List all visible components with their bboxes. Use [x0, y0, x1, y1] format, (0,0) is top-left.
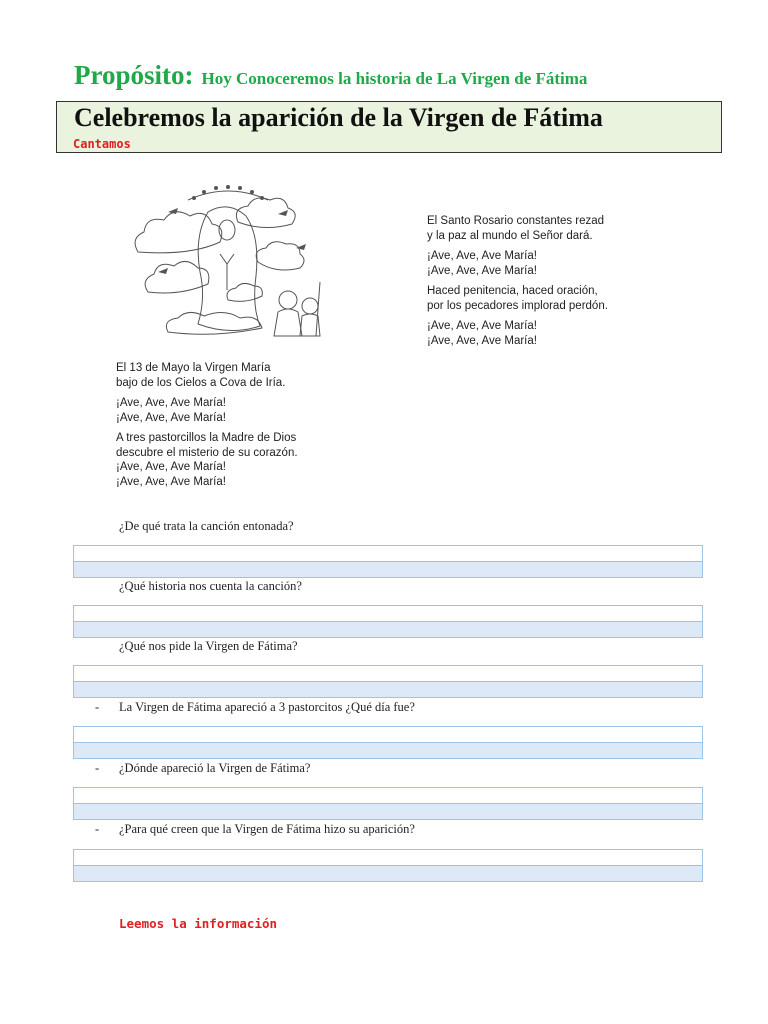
read-information-label: Leemos la información: [119, 916, 278, 931]
lyric-stanza: El 13 de Mayo la Virgen María bajo de los Cielos a Cova de Iría.: [116, 362, 286, 389]
section-subtitle: Cantamos: [73, 137, 131, 151]
question-5: ¿Dónde apareció la Virgen de Fátima?: [119, 761, 311, 775]
title-banner: [56, 101, 722, 153]
question-1: ¿De qué trata la canción entonada?: [119, 519, 294, 533]
answer-box-6[interactable]: [73, 849, 703, 882]
purpose-label: Propósito:: [74, 60, 194, 90]
lyric-stanza: ¡Ave, Ave, Ave María! ¡Ave, Ave, Ave María!: [427, 250, 537, 277]
lyric-stanza: ¡Ave, Ave, Ave María! ¡Ave, Ave, Ave María!: [427, 320, 537, 347]
page-title: Celebremos la aparición de la Virgen de Fátima: [74, 103, 603, 132]
answer-box-1[interactable]: [73, 545, 703, 578]
purpose-text: Hoy Conoceremos la historia de La Virgen de Fátima: [201, 69, 588, 88]
song-lyrics-left: [116, 361, 298, 495]
song-lyrics-right: [427, 214, 608, 354]
lyric-stanza: El Santo Rosario constantes rezad y la paz al mundo el Señor dará.: [427, 215, 605, 242]
question-6: ¿Para qué creen que la Virgen de Fátima hizo su aparición?: [119, 822, 415, 836]
bullet-dash: -: [95, 822, 100, 836]
question-4: La Virgen de Fátima apareció a 3 pastorcitos ¿Qué día fue?: [119, 700, 415, 714]
lyric-stanza: Haced penitencia, haced oración, por los pecadores implorad perdón.: [427, 285, 608, 312]
lyric-stanza: ¡Ave, Ave, Ave María! ¡Ave, Ave, Ave María!: [116, 397, 226, 424]
bullet-dash: -: [95, 700, 100, 714]
answer-box-2[interactable]: [73, 605, 703, 638]
answer-box-5[interactable]: [73, 787, 703, 820]
question-3: ¿Qué nos pide la Virgen de Fátima?: [119, 639, 298, 653]
purpose-line: [74, 60, 587, 91]
answer-box-3[interactable]: [73, 665, 703, 698]
virgin-fatima-illustration: [128, 182, 328, 342]
lyric-stanza: A tres pastorcillos la Madre de Dios descubre el misterio de su corazón. ¡Ave, Ave, Ave María! ¡Ave, Ave, Ave María!: [116, 432, 298, 488]
question-2: ¿Qué historia nos cuenta la canción?: [119, 579, 302, 593]
bullet-dash: -: [95, 761, 100, 775]
answer-box-4[interactable]: [73, 726, 703, 759]
